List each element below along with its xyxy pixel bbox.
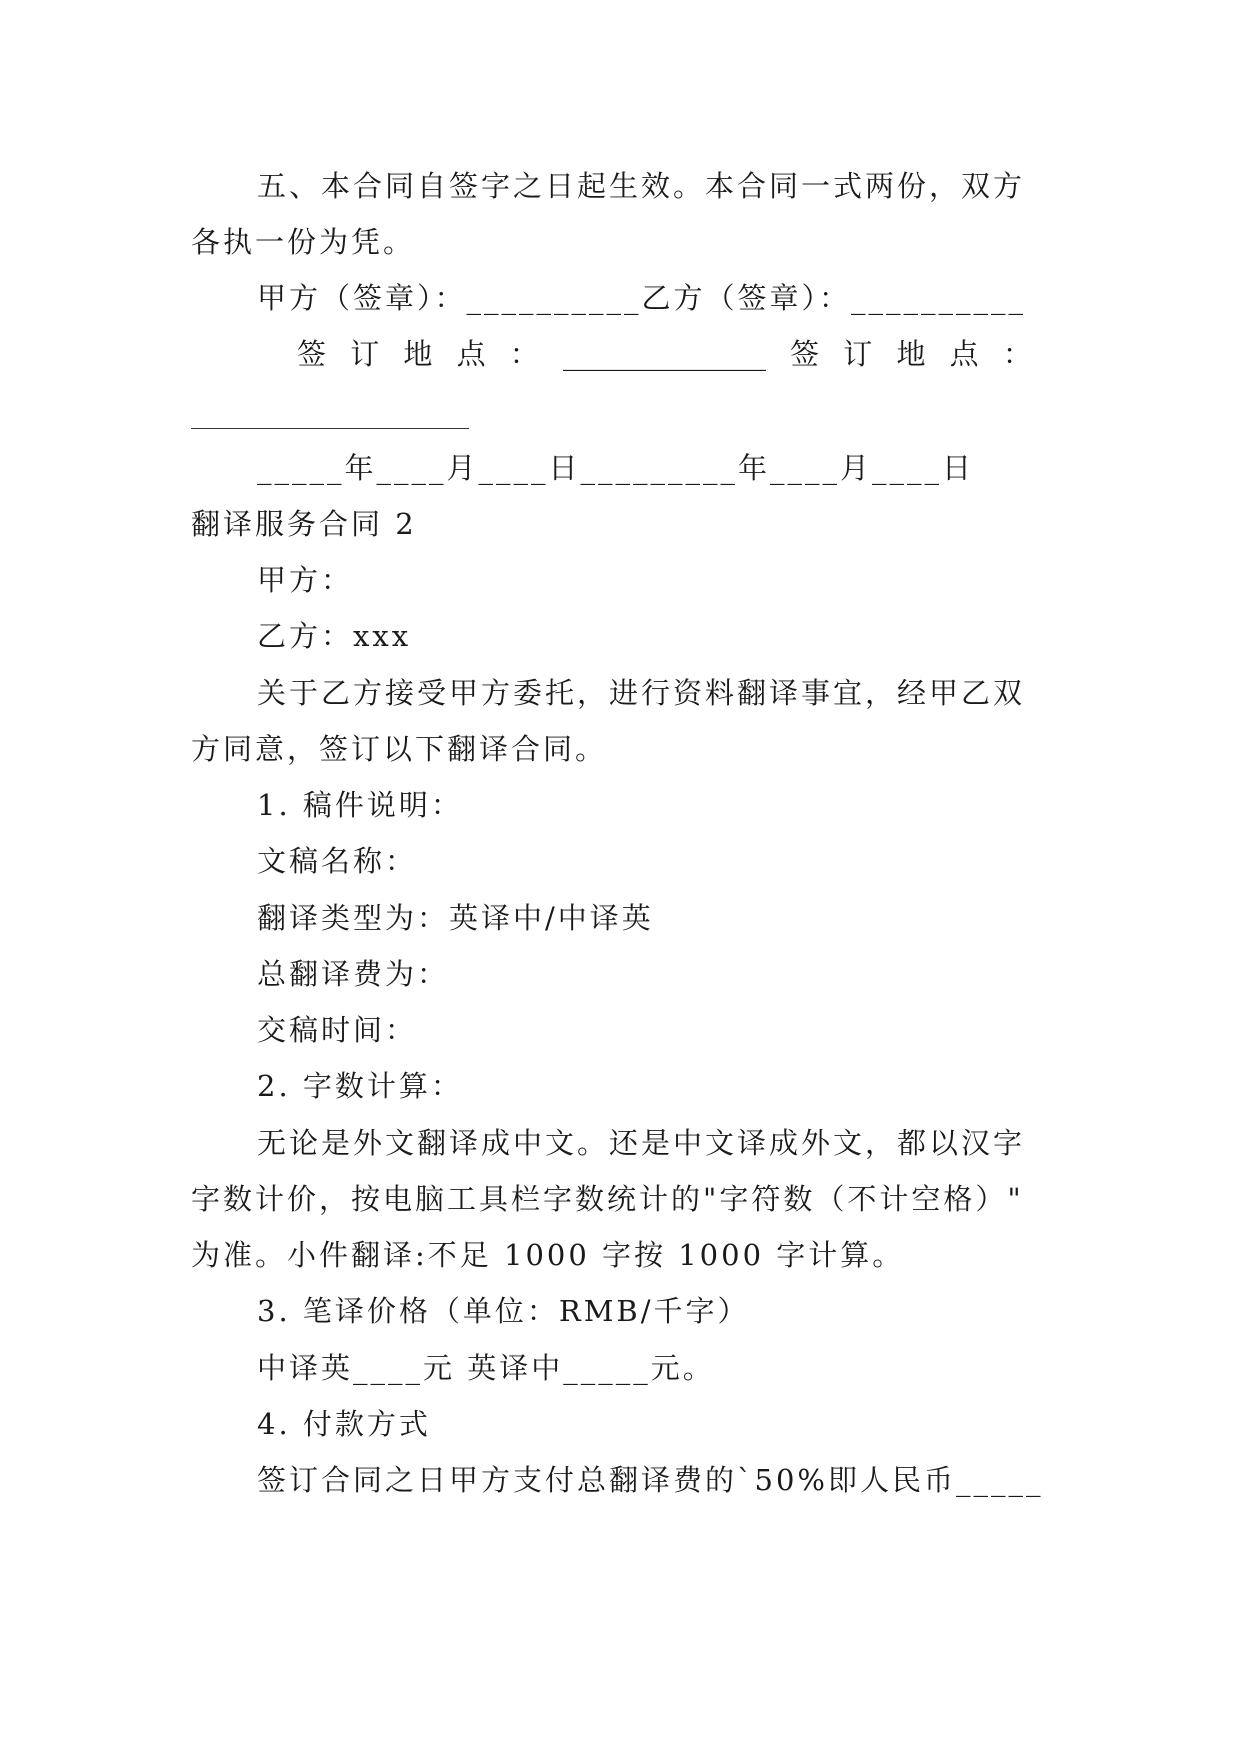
place-char: 点: [949, 337, 979, 371]
word-count-line-2: 字数计价，按电脑工具栏字数统计的"字符数（不计空格）": [191, 1182, 1024, 1216]
preamble-line-1: 关于乙方接受甲方委托，进行资料翻译事宜，经甲乙双: [257, 676, 1026, 710]
place-blank-rule: [191, 428, 469, 429]
word-count-line-1: 无论是外文翻译成中文。还是中文译成外文，都以汉字: [257, 1126, 1026, 1160]
signing-place-row: [297, 334, 1032, 374]
place-char: 地: [403, 337, 433, 371]
clause-5-line-2: 各执一份为凭。: [191, 225, 416, 259]
preamble-line-2: 方同意，签订以下翻译合同。: [191, 732, 608, 766]
place-char: 签: [297, 337, 327, 371]
date-line: _____年____月____日_________年____月____日: [257, 451, 975, 485]
place-char: 地: [896, 337, 926, 371]
party-b-line: 乙方：xxx: [257, 619, 412, 653]
place-colon: ：: [509, 337, 539, 371]
payment-line: 签订合同之日甲方支付总翻译费的`50%即人民币_____: [257, 1463, 1044, 1497]
place-char: 订: [843, 337, 873, 371]
price-line: 中译英____元 英译中_____元。: [257, 1351, 715, 1385]
section-4-heading: 4. 付款方式: [257, 1407, 431, 1441]
translation-type-line: 翻译类型为：英译中/中译英: [257, 901, 654, 935]
total-fee-line: 总翻译费为：: [257, 957, 450, 991]
word-count-line-3: 为准。小件翻译:不足 1000 字按 1000 字计算。: [191, 1238, 905, 1272]
section-3-heading: 3. 笔译价格（单位：RMB/千字）: [257, 1294, 750, 1328]
place-char: 签: [790, 337, 820, 371]
clause-5-line-1: 五、本合同自签字之日起生效。本合同一式两份，双方: [257, 169, 1026, 203]
place-char: 订: [350, 337, 380, 371]
contract-title: 翻译服务合同 2: [191, 507, 417, 541]
delivery-time-line: 交稿时间：: [257, 1013, 418, 1047]
place-char: 点: [456, 337, 486, 371]
manuscript-name-line: 文稿名称：: [257, 844, 418, 878]
signature-line: 甲方（签章）：__________乙方（签章）：__________: [257, 281, 1027, 315]
party-a-line: 甲方：: [257, 563, 354, 597]
place-blank: ______________: [562, 337, 766, 371]
section-2-heading: 2. 字数计算：: [257, 1069, 463, 1103]
place-colon: ：: [1002, 337, 1032, 371]
section-1-heading: 1. 稿件说明：: [257, 788, 463, 822]
